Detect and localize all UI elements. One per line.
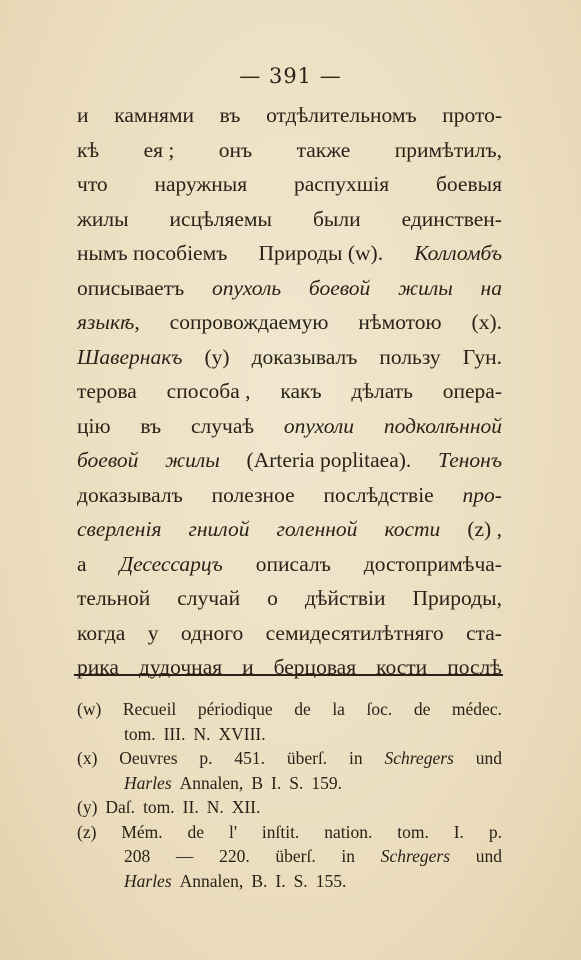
word: наружныя (154, 172, 248, 196)
word: прото- (442, 103, 502, 127)
word: — (175, 846, 194, 866)
word: случаѣ (191, 413, 255, 438)
word: случай (177, 586, 241, 610)
word: 208 (124, 846, 151, 866)
word: Daſ. (105, 797, 136, 817)
word: послѣ (447, 655, 502, 679)
word: примѣтилъ, (394, 137, 502, 162)
word: N. (206, 797, 224, 817)
word: de (294, 699, 311, 719)
text-line (77, 133, 502, 168)
word: Шавернакъ (77, 344, 183, 369)
word: Harles (124, 870, 172, 891)
word: überſ. (286, 748, 328, 768)
text-line (77, 409, 502, 444)
word: S. (289, 772, 304, 793)
word: голенной (276, 517, 358, 541)
word: Annalen, (179, 870, 244, 891)
word: Oeuvres (119, 748, 178, 768)
word: (y) (204, 344, 230, 369)
word: способа , (166, 379, 251, 403)
word: отдѣлительномъ (266, 103, 417, 127)
word: II. (182, 797, 199, 817)
text-line (77, 305, 502, 340)
word: распухшія (293, 172, 390, 196)
text-line (77, 616, 502, 651)
text-line (77, 271, 502, 306)
word: 155. (315, 870, 347, 891)
word: берцовая (273, 655, 357, 679)
word: ста- (466, 620, 502, 645)
word: (x). (471, 310, 502, 334)
word: жилы (165, 448, 220, 472)
footnote-line (77, 746, 502, 771)
word: XII. (231, 797, 261, 817)
word: описалъ (255, 551, 331, 576)
word: I. (275, 870, 286, 891)
word: языкѣ, (77, 310, 140, 334)
word: кѣ (77, 137, 100, 162)
word: Десессарцъ (119, 551, 223, 576)
word: тельной (77, 586, 151, 610)
word: и (242, 655, 254, 679)
word: (z) , (467, 517, 502, 541)
word: боевой (77, 448, 139, 472)
footnote-line (77, 869, 502, 894)
text-line (77, 340, 502, 375)
word: in (349, 748, 363, 768)
word: боевыя (435, 172, 502, 196)
word: на (480, 275, 502, 300)
word: исцѣляемы (169, 206, 272, 231)
word: онъ (218, 137, 253, 162)
word: опухоли (283, 413, 355, 438)
word: ея ; (143, 137, 175, 162)
word: I. (271, 772, 282, 793)
body-text (77, 98, 502, 685)
word: de (187, 821, 205, 842)
word: гнилой (188, 517, 250, 541)
word: (x) (77, 748, 98, 768)
word: inſtit. (261, 821, 300, 842)
word: жилы (77, 206, 129, 231)
text-line (77, 202, 502, 237)
word: и (77, 103, 89, 127)
word: p. (199, 748, 213, 768)
word: жилы (398, 275, 453, 300)
footnote-rule (74, 674, 503, 676)
word: терова (77, 379, 137, 403)
word: сверленія (77, 517, 162, 541)
word: tom. (143, 797, 175, 817)
footnotes (77, 697, 502, 893)
word: B (251, 772, 263, 793)
word: также (296, 137, 351, 162)
text-line (77, 374, 502, 409)
word: у (147, 620, 159, 645)
word: überſ. (275, 846, 316, 866)
word: nation. (324, 821, 373, 842)
word: XVIII. (218, 723, 266, 744)
word: о (267, 586, 278, 610)
word: камнями (114, 103, 194, 127)
text-line (77, 581, 502, 616)
word: были (312, 206, 361, 231)
word: (y) (77, 797, 98, 817)
word: (Arteria poplitaea). (246, 448, 412, 472)
word: кости (384, 517, 441, 541)
word: und (475, 748, 502, 768)
word: въ (219, 103, 241, 127)
text-line (77, 547, 502, 582)
word: tom. (124, 723, 156, 744)
word: Природы (w). (258, 241, 384, 265)
footnote-line (77, 722, 502, 747)
footnote-line (77, 820, 502, 845)
word: рика (77, 655, 119, 679)
word: дѣйствіи (304, 586, 386, 610)
footnote (77, 820, 502, 894)
word: de (413, 699, 431, 719)
word: семидесятилѣтняго (265, 620, 444, 645)
word: дѣлать (351, 379, 413, 403)
word: 220. (219, 846, 250, 866)
word: доказывалъ (251, 344, 358, 369)
footnote-line (77, 697, 502, 722)
word: нымъ пособіемъ (77, 241, 228, 265)
word: in (341, 846, 356, 866)
footnote (77, 746, 502, 795)
word: послѣдствіе (323, 482, 434, 507)
word: кости (376, 655, 428, 679)
word: Harles (124, 772, 172, 793)
footnote-line (77, 771, 502, 796)
word: нѣмотою (358, 310, 442, 334)
page-number: — 391 — (239, 64, 342, 88)
word: подколѣнной (383, 413, 502, 438)
footnote-line (77, 795, 502, 820)
word: пользу (379, 344, 441, 369)
word: единствен- (401, 206, 502, 231)
footnote-line (77, 844, 502, 869)
word: l' (228, 821, 237, 842)
word: Annalen, (179, 772, 244, 793)
word: tom. (397, 821, 429, 842)
word: Mém. (121, 821, 163, 842)
word: Природы, (412, 586, 502, 610)
word: ſoc. (366, 699, 393, 719)
word: Гун. (462, 344, 502, 369)
text-line (77, 478, 502, 513)
word: la (332, 699, 345, 719)
word: B. (251, 870, 268, 891)
word: въ (140, 413, 162, 438)
text-line (77, 443, 502, 478)
word: Schregers (380, 846, 451, 866)
word: а (77, 551, 87, 576)
word: когда (77, 620, 126, 645)
text-line (77, 236, 502, 271)
word: Schregers (384, 748, 454, 768)
word: про- (462, 482, 502, 507)
word: (z) (77, 821, 97, 842)
word: доказывалъ (77, 482, 183, 507)
word: сопровождаемую (169, 310, 329, 334)
word: одного (180, 620, 244, 645)
word: médec. (451, 699, 502, 719)
word: достопримѣча- (363, 551, 502, 576)
word: p. (488, 821, 502, 842)
word: III. (163, 723, 186, 744)
word: опухоль (212, 275, 282, 300)
word: (w) (77, 699, 102, 719)
word: полезное (211, 482, 295, 507)
word: какъ (280, 379, 322, 403)
word: Recueil (122, 699, 177, 719)
word: und (475, 846, 502, 866)
word: описываетъ (77, 275, 185, 300)
word: Колломбъ (414, 241, 502, 265)
word: périodique (197, 699, 273, 719)
word: I. (453, 821, 464, 842)
text-line (77, 512, 502, 547)
text-line (77, 98, 502, 133)
word: что (77, 172, 108, 196)
word: 159. (311, 772, 342, 793)
footnote (77, 697, 502, 746)
word: N. (193, 723, 211, 744)
text-line (77, 650, 502, 685)
word: опера- (442, 379, 502, 403)
word: дудочная (138, 655, 223, 679)
footnote (77, 795, 502, 820)
word: S. (293, 870, 308, 891)
word: боевой (308, 275, 371, 300)
word: 451. (234, 748, 265, 768)
text-line (77, 167, 502, 202)
word: цію (77, 413, 111, 438)
word: Тенонъ (438, 448, 502, 472)
